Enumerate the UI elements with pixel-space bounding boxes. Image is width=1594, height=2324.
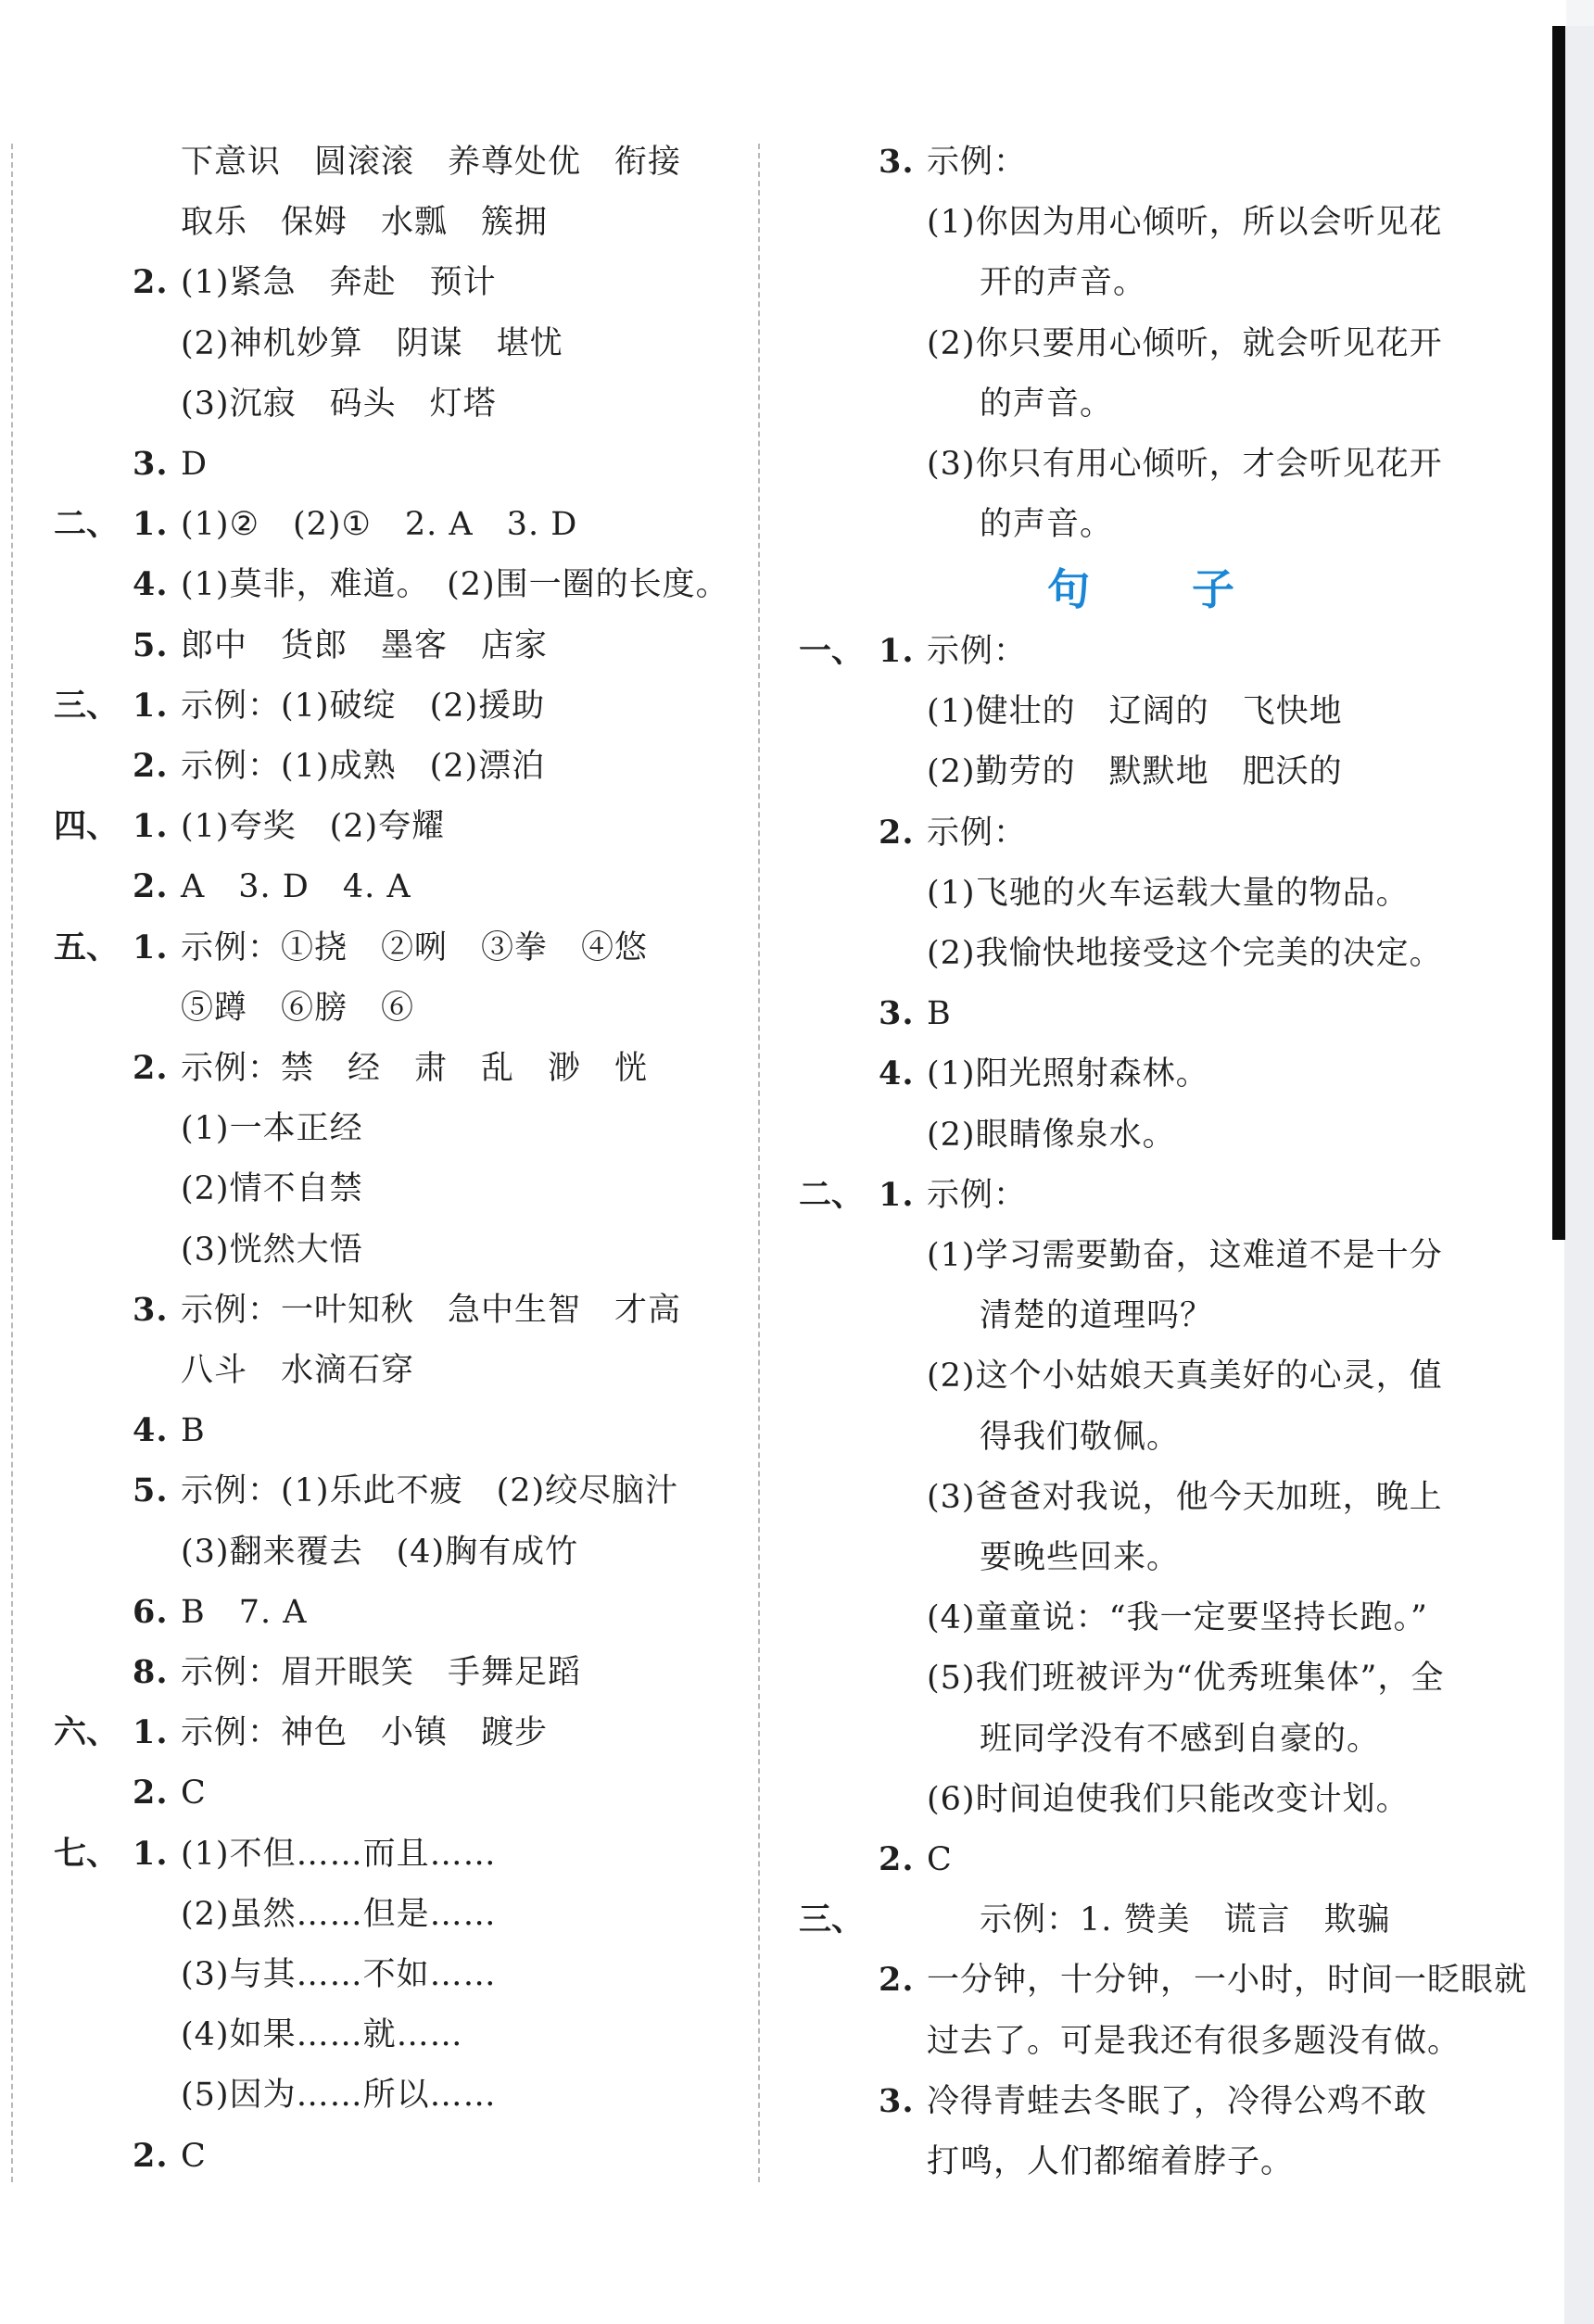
answer-line: [133, 921, 648, 975]
question-number: 4.: [879, 1055, 915, 1093]
answer-line: [879, 1833, 953, 1887]
answer-line: [181, 377, 497, 431]
scan-binding-edge: [1552, 26, 1565, 1240]
answer-text: 示例：: [927, 633, 1028, 670]
answer-line: [133, 679, 545, 733]
question-number: 1.: [133, 807, 169, 846]
answer-text: (2)神机妙算 阴谋 堪忧: [181, 324, 563, 362]
answer-text: (6)时间迫使我们只能改变计划。: [927, 1780, 1410, 1818]
answer-line: [927, 2135, 1294, 2189]
answer-line: [927, 1229, 1443, 1282]
answer-line: [133, 1404, 206, 1458]
question-number: 1.: [133, 1713, 169, 1752]
answer-text: 示例：1. 赞美 谎言 欺骗: [980, 1901, 1391, 1939]
answer-text: (1)健壮的 辽阔的 飞快地: [927, 693, 1343, 731]
answer-line: [980, 1893, 1391, 1947]
answer-text: 示例：(1)成熟 (2)漂泊: [181, 748, 546, 785]
column-divider: [758, 144, 760, 2182]
answer-line: [980, 1712, 1380, 1766]
answer-text: (3)翻来覆去 (4)胸有成竹: [181, 1533, 579, 1571]
answer-text: 示例：①挠 ②咧 ③拳 ④悠: [181, 928, 649, 966]
answer-line: [133, 1042, 648, 1095]
answer-line: [133, 1585, 308, 1639]
answer-line: [927, 1773, 1410, 1826]
question-number: 1.: [879, 1175, 915, 1214]
answer-line: [133, 256, 497, 309]
section-marker: 二、: [799, 1175, 865, 1214]
answer-line: [181, 317, 563, 371]
answer-text: B 7. A: [181, 1593, 308, 1631]
answer-line: [133, 498, 577, 551]
answer-text: 示例：一叶知秋 急中生智 才高: [181, 1291, 682, 1329]
answer-line: [879, 2075, 1427, 2128]
answer-line: [927, 2015, 1461, 2068]
question-number: 2.: [879, 1840, 915, 1878]
question-number: 2.: [133, 1049, 169, 1087]
answer-text: (2)情不自禁: [181, 1170, 363, 1208]
answer-text: 的声音。: [980, 385, 1114, 423]
answer-text: (2)勤劳的 默默地 肥沃的: [927, 753, 1343, 791]
answer-line: [927, 685, 1343, 739]
answer-text: B: [927, 995, 952, 1033]
answer-line: [133, 739, 545, 793]
answer-line: [133, 1646, 581, 1699]
answer-line: [133, 1464, 678, 1518]
answer-line: [927, 1591, 1428, 1645]
answer-text: 开的声音。: [980, 264, 1147, 302]
question-number: 2.: [879, 813, 915, 852]
question-number: 1.: [133, 686, 169, 725]
answer-text: 清楚的道理吗？: [980, 1297, 1214, 1335]
answer-text: 要晚些回来。: [980, 1539, 1181, 1576]
question-number: 2.: [133, 867, 169, 906]
answer-line: [927, 1471, 1443, 1524]
answer-text: 示例：: [927, 144, 1028, 181]
answer-text: (1)夸奖 (2)夸耀: [181, 808, 446, 846]
question-number: 1.: [133, 1834, 169, 1873]
answer-line: [181, 1344, 414, 1397]
answer-text: (2)虽然……但是……: [181, 1895, 497, 1933]
answer-line: [133, 558, 729, 612]
answer-text: 示例：神色 小镇 踱步: [181, 1714, 549, 1752]
answer-text: (1)你因为用心倾听，所以会听见花: [927, 204, 1443, 242]
answer-text: (1)学习需要勤奋，这难道不是十分: [927, 1237, 1443, 1274]
answer-line: [181, 196, 548, 249]
answer-text: (2)眼睛像泉水。: [927, 1116, 1176, 1154]
answer-text: (1)飞驰的火车运载大量的物品。: [927, 874, 1410, 912]
answer-line: [181, 2068, 497, 2122]
answer-text: (1)一本正经: [181, 1110, 363, 1148]
answer-text: (3)爸爸对我说，他今天加班，晚上: [927, 1478, 1443, 1516]
answer-text: 示例：(1)破绽 (2)援助: [181, 687, 546, 725]
answer-text: 八斗 水滴石穿: [181, 1352, 415, 1389]
answer-line: [927, 1108, 1176, 1162]
answer-text: 过去了。可是我还有很多题没有做。: [927, 2022, 1461, 2060]
answer-line: [133, 800, 445, 853]
answer-line: [927, 1651, 1444, 1705]
question-number: 5.: [133, 625, 169, 664]
question-number: 3.: [879, 994, 915, 1033]
answer-text: (4)如果……就……: [181, 2016, 463, 2054]
section-marker: 一、: [799, 632, 865, 670]
answer-text: (2)这个小姑娘天真美好的心灵，值: [927, 1358, 1443, 1396]
answer-text: 班同学没有不感到自豪的。: [980, 1720, 1381, 1758]
answer-text: 示例：: [927, 814, 1028, 852]
question-number: 8.: [133, 1653, 169, 1691]
answer-line: [927, 745, 1343, 799]
answer-line: [181, 1162, 363, 1216]
answer-text: 的声音。: [980, 506, 1114, 544]
answer-text: (5)我们班被评为“优秀班集体”，全: [927, 1660, 1445, 1698]
answer-text: (4)童童说：“我一定要坚持长跑。”: [927, 1599, 1428, 1637]
answer-text: A 3. D 4. A: [181, 868, 411, 906]
answer-text: 示例：眉开眼笑 手舞足蹈: [181, 1654, 582, 1691]
answer-text: ⑤蹲 ⑥膀 ⑥: [181, 989, 415, 1027]
answer-line: [181, 1525, 578, 1579]
question-number: 4.: [133, 565, 169, 604]
section-marker: 四、: [54, 807, 120, 846]
answer-text: 示例：禁 经 肃 乱 渺 恍: [181, 1050, 649, 1087]
section-heading-sentences: 句子: [1047, 564, 1336, 614]
answer-line: [133, 2129, 207, 2183]
answer-line: [133, 1766, 207, 1820]
answer-text: (3)你只有用心倾听，才会听见花开: [927, 446, 1443, 483]
left-margin-divider: [11, 144, 13, 2182]
answer-text: 郎中 货郎 墨客 店家: [181, 626, 549, 664]
answer-line: [879, 135, 1027, 189]
answer-line: [181, 1888, 497, 1941]
answer-text: C: [181, 1775, 207, 1812]
answer-line: [879, 1168, 1027, 1222]
question-number: 3.: [879, 2081, 915, 2120]
section-marker: 三、: [799, 1901, 865, 1939]
answer-text: 得我们敬佩。: [980, 1418, 1181, 1456]
answer-line: [133, 860, 411, 914]
question-number: 4.: [133, 1411, 169, 1450]
question-number: 5.: [133, 1471, 169, 1510]
answer-line: [181, 1223, 363, 1277]
answer-text: (1)② (2)① 2. A 3. D: [181, 506, 578, 544]
answer-text: (1)阳光照射森林。: [927, 1055, 1209, 1093]
answer-line: [133, 1706, 548, 1760]
answer-text: (3)与其……不如……: [181, 1956, 497, 1993]
answer-text: D: [181, 446, 209, 483]
answer-line: [980, 1289, 1213, 1343]
section-marker: 七、: [54, 1834, 120, 1873]
answer-line: [927, 317, 1443, 371]
answer-line: [879, 1953, 1527, 2007]
answer-line: [133, 619, 548, 673]
question-number: 1.: [879, 632, 915, 670]
section-marker: 五、: [54, 928, 120, 966]
answer-line: [980, 1410, 1180, 1464]
answer-text: (5)因为……所以……: [181, 2077, 497, 2115]
question-number: 2.: [133, 2136, 169, 2175]
question-number: 3.: [133, 1290, 169, 1329]
answer-text: (3)沉寂 码头 灯塔: [181, 385, 497, 423]
section-marker: 二、: [54, 505, 120, 544]
answer-text: (2)你只要用心倾听，就会听见花开: [927, 324, 1443, 362]
answer-text: (1)不但……而且……: [181, 1835, 497, 1873]
answer-text: (1)莫非，难道。 (2)围一圈的长度。: [181, 566, 729, 604]
answer-line: [980, 256, 1146, 309]
question-number: 2.: [133, 1774, 169, 1812]
answer-text: B: [181, 1412, 206, 1450]
answer-line: [133, 1827, 497, 1881]
answer-line: [879, 806, 1027, 860]
answer-text: (3)恍然大悟: [181, 1231, 363, 1269]
section-marker: 六、: [54, 1713, 120, 1752]
answer-line: [879, 987, 952, 1041]
question-number: 3.: [879, 143, 915, 181]
question-number: 1.: [133, 928, 169, 966]
answer-line: [927, 1349, 1443, 1403]
answer-line: [980, 377, 1113, 431]
question-number: 3.: [133, 445, 169, 483]
answer-line: [980, 1531, 1180, 1585]
question-number: 1.: [133, 505, 169, 544]
answer-text: C: [927, 1841, 953, 1878]
answer-line: [879, 625, 1027, 678]
question-number: 2.: [133, 747, 169, 785]
answer-line: [133, 437, 208, 491]
scan-edge-shadow: [1564, 26, 1594, 2324]
question-number: 2.: [879, 1961, 915, 2000]
answer-text: C: [181, 2137, 207, 2175]
answer-line: [927, 196, 1443, 249]
answer-line: [133, 1283, 681, 1337]
answer-line: [181, 135, 681, 189]
answer-line: [181, 981, 414, 1035]
answer-text: 取乐 保姆 水瓢 簇拥: [181, 204, 549, 242]
question-number: 6.: [133, 1592, 169, 1631]
answer-text: 一分钟，十分钟，一小时，时间一眨眼就: [927, 1962, 1528, 2000]
section-marker: 三、: [54, 686, 120, 725]
answer-text: 示例：(1)乐此不疲 (2)绞尽脑汁: [181, 1472, 679, 1510]
answer-text: 打鸣，人们都缩着脖子。: [927, 2143, 1295, 2180]
answer-line: [980, 498, 1113, 551]
answer-text: 示例：: [927, 1176, 1028, 1214]
answer-text: (1)紧急 奔赴 预计: [181, 264, 497, 302]
answer-line: [879, 1047, 1209, 1101]
question-number: 2.: [133, 263, 169, 302]
answer-text: 下意识 圆滚滚 养尊处优 衔接: [181, 144, 682, 181]
answer-line: [927, 866, 1410, 920]
answer-text: (2)我愉快地接受这个完美的决定。: [927, 935, 1443, 972]
answer-line: [927, 437, 1443, 491]
answer-text: 冷得青蛙去冬眠了，冷得公鸡不敢: [927, 2082, 1428, 2120]
answer-line: [181, 1948, 497, 2002]
answer-line: [181, 2008, 463, 2062]
answer-line: [927, 927, 1443, 980]
answer-line: [181, 1102, 363, 1156]
